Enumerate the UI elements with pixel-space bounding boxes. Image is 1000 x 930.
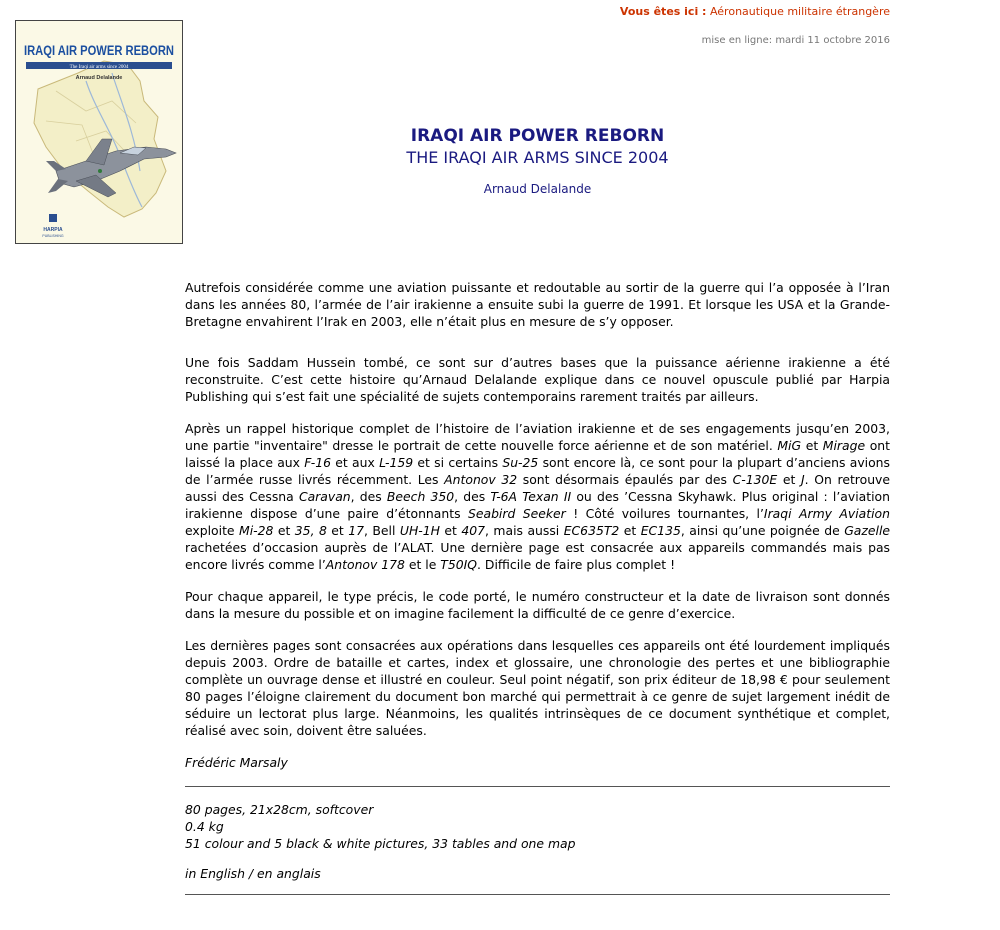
text-run: et (777, 472, 802, 487)
aircraft-name: Seabird Seeker (467, 506, 566, 521)
text-run: ont laissé la place aux (185, 438, 890, 470)
aircraft-name: Gazelle (844, 523, 891, 538)
publication-date: mise en ligne: mardi 11 octobre 2016 (701, 35, 890, 46)
text-run: sont désormais épaulés par des (517, 472, 733, 487)
book-author: Arnaud Delalande (483, 182, 592, 196)
text-run: et (439, 523, 462, 538)
text-run: Après un rappel historique complet de l’histoire de l’aviation irakienne et de ses engagements jusqu’en 2003, une partie "inventaire" dresse le portrait de cette nouvelle force aérienne et de son matériel. (185, 421, 890, 453)
text-run: , des (454, 489, 491, 504)
text-run: et (801, 438, 823, 453)
cover-publisher: HARPIA (43, 227, 63, 233)
text-run: ! Côté voilures tournantes, l’ (565, 506, 764, 521)
text-run: et si certains (413, 455, 503, 470)
paragraph-4: Pour chaque appareil, le type précis, le code porté, le numéro constructeur et la date de livraison sont donnés dans la mesure du possible et on imagine facilement la difficulté de ce genre d’exercice. (185, 589, 890, 621)
text-run: et (326, 523, 349, 538)
text-run: et le (404, 557, 441, 572)
spec-illustrations: 51 colour and 5 black & white pictures, 33 tables and one map (185, 836, 576, 851)
book-cover-image (15, 20, 183, 244)
paragraph-3 (185, 420, 890, 573)
text-run: . Difficile de faire plus complet ! (477, 557, 676, 572)
review-signature: Frédéric Marsaly (185, 755, 288, 770)
paragraph-2: Une fois Saddam Hussein tombé, ce sont sur d’autres bases que la puissance aérienne irakienne a été reconstruite. C’est cette histoire qu’Arnaud Delalande explique dans ce nouvel opuscule publié par Harpia Publishing qui s’est fait une spécialité de sujets contemporains rarement traités par ailleurs. (185, 355, 890, 404)
text-run: . On retrouve aussi des Cessna (185, 472, 891, 504)
aircraft-name: Su-25 (502, 455, 539, 470)
text-run: ou des ’Cessna Skyhawk. Plus original : l’aviation irakienne dispose d’une paire d’étonnants (185, 489, 890, 521)
aircraft-name: J (801, 472, 805, 487)
breadcrumb (620, 5, 890, 18)
aircraft-name: T-6A Texan II (490, 489, 572, 504)
aircraft-name: Beech 350 (386, 489, 455, 504)
text-run: , des (350, 489, 387, 504)
divider-bottom (185, 894, 890, 895)
book-specs (185, 787, 890, 894)
cover-publisher-sub: PUBLISHING (42, 234, 64, 238)
aircraft-name: Mi-28 (239, 523, 274, 538)
aircraft-name: MiG (777, 438, 802, 453)
aircraft-name: Caravan (298, 489, 351, 504)
aircraft-name: UH-1H (399, 523, 440, 538)
paragraph-1: Autrefois considérée comme une aviation puissante et redoutable au sortir de la guerre qui l’a opposée à l’Iran dans les années 80, l’armée de l’air irakienne a ensuite subi la guerre de 1991. Et lorsque les USA et la Grande-Bretagne envahirent l’Irak en 2003, elle n’était plus en mesure de s’y opposer. (185, 280, 890, 329)
aircraft-name: EC135 (640, 523, 681, 538)
spec-weight: 0.4 kg (185, 819, 224, 834)
aircraft-name: L-159 (379, 455, 414, 470)
aircraft-name: 407 (461, 523, 486, 538)
book-subtitle: THE IRAQI AIR ARMS SINCE 2004 (406, 148, 669, 167)
publisher-logo-mark (49, 214, 57, 222)
breadcrumb-link-section[interactable]: Aéronautique militaire étrangère (709, 5, 890, 18)
aircraft-name: T50IQ (440, 557, 478, 572)
aircraft-name: C-130E (732, 472, 778, 487)
text-run: exploite (185, 523, 240, 538)
text-run: et (619, 523, 641, 538)
aircraft-name: Antonov 32 (444, 472, 518, 487)
aircraft-name: F-16 (304, 455, 331, 470)
text-run: et aux (330, 455, 380, 470)
spec-format: 80 pages, 21x28cm, softcover (185, 802, 374, 817)
text-run: et (273, 523, 295, 538)
aircraft-name: Iraqi Army Aviation (763, 506, 890, 521)
text-run: sont encore là, ce sont pour la plupart d’anciens avions de l’armée russe livrés récemment. Les (185, 455, 890, 487)
breadcrumb-label: Vous êtes ici : (619, 5, 707, 18)
review-article (185, 279, 890, 895)
cover-subtitle: The Iraqi air arms since 2004 (69, 65, 129, 70)
cover-author: Arnaud Delalande (75, 75, 123, 81)
aircraft-name: Antonov 178 (325, 557, 405, 572)
text-run: , Bell (364, 523, 400, 538)
book-title: IRAQI AIR POWER REBORN (410, 126, 665, 146)
text-run: rachetées d’occasion auprès de l’ALAT. Une dernière page est consacrée aux appareils commandés mais pas encore livrés comme l’ (185, 540, 890, 572)
cover-title: IRAQI AIR POWER REBORN (24, 43, 174, 58)
text-run: , ainsi qu’une poignée de (680, 523, 845, 538)
spec-language: in English / en anglais (185, 866, 321, 881)
aircraft-name: 35, 8 (294, 523, 327, 538)
aircraft-name: EC635T2 (563, 523, 620, 538)
paragraph-5: Les dernières pages sont consacrées aux opérations dans lesquelles ces appareils ont été lourdement impliqués depuis 2003. Ordre de bataille et cartes, index et glossaire, une chronologie des pertes et une bibliographie complète un ouvrage dense et illustré en couleur. Seul point négatif, son prix éditeur de 18,98 € pour seulement 80 pages l’éloigne clairement du document bon marché qui permettrait à ce genre de sujet largement inédit de séduire un lectorat plus large. Néanmoins, les qualités intrinsèques de ce document synthétique et complet, réalisé avec soin, doivent être saluées. (185, 638, 890, 738)
book-title-block (185, 126, 890, 196)
aircraft-name: Mirage (822, 438, 866, 453)
text-run: , mais aussi (485, 523, 564, 538)
aircraft-name: 17 (348, 523, 365, 538)
